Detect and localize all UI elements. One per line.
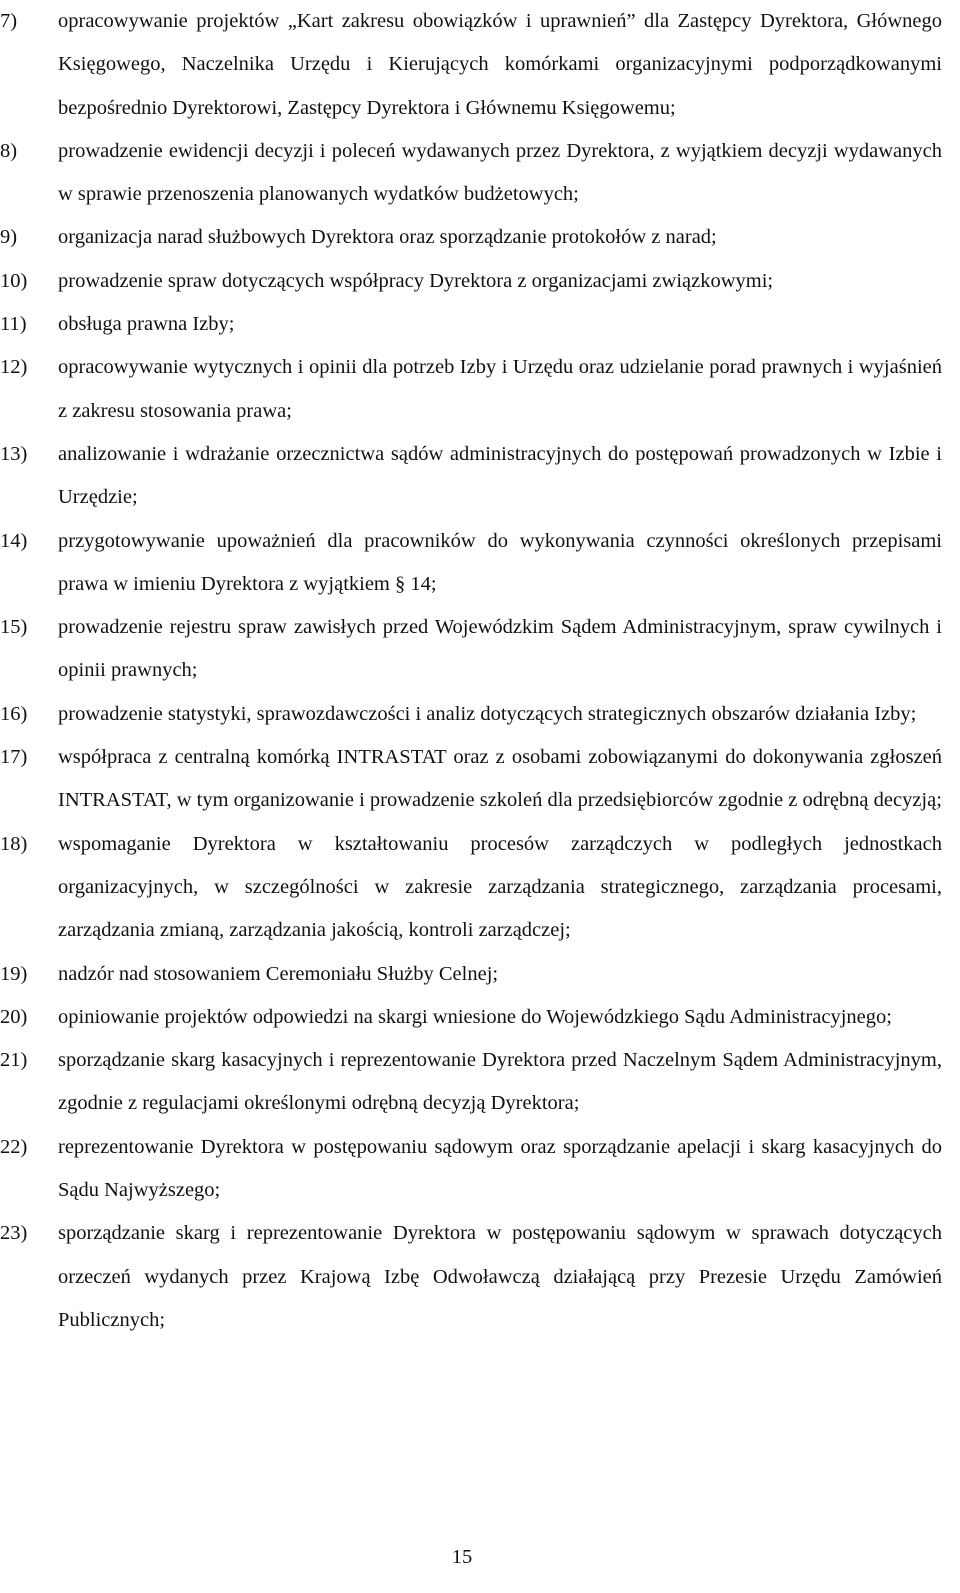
list-item-text: prowadzenie statystyki, sprawozdawczości i analiz dotyczących strategicznych obszarów działania Izby; xyxy=(58,702,917,725)
list-item-number: 19) xyxy=(0,962,28,985)
list-item xyxy=(0,433,960,520)
list-item xyxy=(0,1039,960,1126)
list-item xyxy=(0,606,960,693)
list-item-text: opiniowanie projektów odpowiedzi na skargi wniesione do Wojewódzkiego Sądu Administracyjnego; xyxy=(58,1005,892,1028)
list-item-text: prowadzenie spraw dotyczących współpracy Dyrektora z organizacjami związkowymi; xyxy=(58,269,774,292)
list-item-number: 16) xyxy=(0,702,28,725)
list-item-number: 9) xyxy=(0,226,18,249)
list-item-text: współpraca z centralną komórką INTRASTAT oraz z osobami zobowiązanymi do dokonywania zgłoszeń INTRASTAT, w tym organizowanie i prowadzenie szkoleń dla przedsiębiorców zgodnie z odrębną decyzją; xyxy=(58,746,942,812)
list-item xyxy=(0,260,960,303)
list-item-number: 13) xyxy=(0,442,28,465)
list-item-text: organizacja narad służbowych Dyrektora oraz sporządzanie protokołów z narad; xyxy=(58,226,717,249)
list-item xyxy=(0,520,960,607)
list-item xyxy=(0,1126,960,1213)
list-item xyxy=(0,996,960,1039)
list-item-number: 15) xyxy=(0,616,28,639)
list-item-number: 23) xyxy=(0,1222,28,1245)
list-item xyxy=(0,953,960,996)
list-item xyxy=(0,693,960,736)
list-item-number: 12) xyxy=(0,356,28,379)
list-item xyxy=(0,1212,960,1342)
list-item-number: 8) xyxy=(0,139,18,162)
list-item-text: opracowywanie wytycznych i opinii dla potrzeb Izby i Urzędu oraz udzielanie porad prawnych i wyjaśnień z zakresu stosowania prawa; xyxy=(58,356,942,422)
list-item-text: nadzór nad stosowaniem Ceremoniału Służby Celnej; xyxy=(58,962,499,985)
list-item-number: 10) xyxy=(0,269,28,292)
list-item xyxy=(0,216,960,259)
list-item xyxy=(0,823,960,953)
list-item-text: prowadzenie rejestru spraw zawisłych przed Wojewódzkim Sądem Administracyjnym, spraw cywilnych i opinii prawnych; xyxy=(58,616,942,682)
list-item-text: sporządzanie skarg kasacyjnych i reprezentowanie Dyrektora przed Naczelnym Sądem Administracyjnym, zgodnie z regulacjami określonymi odrębną decyzją Dyrektora; xyxy=(58,1049,942,1115)
list-item-number: 14) xyxy=(0,529,28,552)
list-item-text: prowadzenie ewidencji decyzji i poleceń wydawanych przez Dyrektora, z wyjątkiem decyzji wydawanych w sprawie przenoszenia planowanych wydatków budżetowych; xyxy=(58,139,942,206)
list-item-text: przygotowywanie upoważnień dla pracowników do wykonywania czynności określonych przepisami prawa w imieniu Dyrektora z wyjątkiem § 14; xyxy=(58,529,942,595)
list-item-number: 17) xyxy=(0,746,28,769)
list-item xyxy=(0,736,960,823)
list-item-number: 7) xyxy=(0,10,18,32)
list-item-number: 11) xyxy=(0,313,27,336)
list-item-text: reprezentowanie Dyrektora w postępowaniu sądowym oraz sporządzanie apelacji i skarg kasacyjnych do Sądu Najwyższego; xyxy=(58,1135,942,1202)
list-item-text: sporządzanie skarg i reprezentowanie Dyrektora w postępowaniu sądowym w sprawach dotyczących orzeczeń wydanych przez Krajową Izbę Odwoławczą działającą przy Prezesie Urzędu Zamówień Publicznych; xyxy=(58,1222,942,1331)
list-item-number: 20) xyxy=(0,1005,28,1028)
list-item-number: 18) xyxy=(0,832,28,855)
list-item xyxy=(0,130,960,217)
list-item xyxy=(0,346,960,433)
list-item-text: wspomaganie Dyrektora w kształtowaniu procesów zarządczych w podległych jednostkach organizacyjnych, w szczególności w zakresie zarządzania strategicznego, zarządzania procesami, zarządzania zmianą, zarządzania jakością, kontroli zarządczej; xyxy=(58,832,942,942)
list-item-text: obsługa prawna Izby; xyxy=(58,313,235,336)
list-item xyxy=(0,303,960,346)
page-number: 15 xyxy=(451,1546,473,1568)
list-item-number: 21) xyxy=(0,1049,28,1072)
list-item-number: 22) xyxy=(0,1135,28,1158)
list-item-text: opracowywanie projektów „Kart zakresu obowiązków i uprawnień” dla Zastępcy Dyrektora, Głównego Księgowego, Naczelnika Urzędu i Kierujących komórkami organizacyjnymi podporządkowanymi bezpośrednio Dyrektorowi, Zastępcy Dyrektora i Głównemu Księgowemu; xyxy=(58,10,942,119)
list-item-text: analizowanie i wdrażanie orzecznictwa sądów administracyjnych do postępowań prowadzonych w Izbie i Urzędzie; xyxy=(58,442,942,509)
list-item xyxy=(0,0,960,130)
